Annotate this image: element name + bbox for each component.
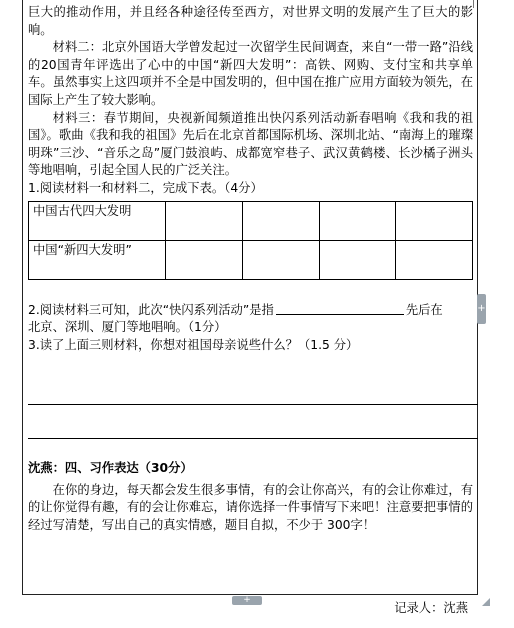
writing-prompt: 在你的身边，每天都会发生很多事情，有的会让你高兴，有的会让你难过，有的让你觉得有趣，有的会让你难忘，请你选择一件事情写下来吧！注意要把事情的经过写清楚，写出自己的真实情感，题目自拟，不少于 300字！ <box>28 482 473 532</box>
passage-paragraph-3: 材料三：春节期间，央视新闻频道推出快闪系列活动新春唱响《我和我的祖国》。歌曲《我和我的祖国》先后在北京首都国际机场、深圳北站、“南海上的璀璨明珠”三沙、“音乐之岛”厦门鼓浪屿、成都宽窄巷子、武汉黄鹤楼、长沙橘子洲头等地唱响，引起全国人民的广泛关注。 <box>28 110 473 178</box>
fill-blank[interactable] <box>276 302 404 315</box>
question-2 <box>28 302 473 320</box>
answer-cell[interactable] <box>166 201 243 240</box>
plus-icon[interactable]: + <box>477 294 486 324</box>
question-2-continued: 北京、深圳、厦门等地唱响。（1分） <box>28 320 227 335</box>
table-row-label: 中国古代四大发明 <box>29 201 166 240</box>
question-2-text: 2.阅读材料三可知，此次“快闪系列活动”是指 <box>28 302 274 317</box>
section-heading: 沈燕：四、习作表达（30分） <box>28 461 193 475</box>
table-row-label: 中国“新四大发明” <box>29 240 166 279</box>
resize-handle-icon[interactable] <box>482 598 490 606</box>
table-row <box>29 201 473 240</box>
answer-cell[interactable] <box>319 240 396 279</box>
answer-cell[interactable] <box>166 240 243 279</box>
answer-cell[interactable] <box>396 201 473 240</box>
recorder-label: 记录人：沈燕 <box>394 601 468 615</box>
answer-cell[interactable] <box>242 240 319 279</box>
section-4 <box>28 460 473 534</box>
table-row <box>29 240 473 279</box>
plus-icon[interactable]: + <box>232 596 262 605</box>
answer-cell[interactable] <box>396 240 473 279</box>
answer-line[interactable] <box>28 438 478 439</box>
question-2-text: 先后在 <box>405 302 443 317</box>
passage-paragraph-1: 巨大的推动作用，并且经各种途径传至西方，对世界文明的发展产生了巨大的影响。 <box>28 5 473 37</box>
question-1: 1.阅读材料一和材料二，完成下表。（4分） <box>28 180 263 195</box>
answer-cell[interactable] <box>242 201 319 240</box>
passage-paragraph-2: 材料二：北京外国语大学曾发起过一次留学生民间调查，来自“一带一路”沿线的20国青年评选出了心中的中国“新四大发明”：高铁、网购、支付宝和共享单车。虽然事实上这四项并不全是中国发明的，但中国在推广应用方面较为领先，在国际上产生了较大影响。 <box>28 40 473 107</box>
answer-line[interactable] <box>28 404 478 405</box>
answer-table <box>28 201 473 280</box>
document-body <box>28 4 473 354</box>
question-3: 3.读了上面三则材料，你想对祖国母亲说些什么？（1.5 分） <box>28 337 359 352</box>
answer-cell[interactable] <box>319 201 396 240</box>
